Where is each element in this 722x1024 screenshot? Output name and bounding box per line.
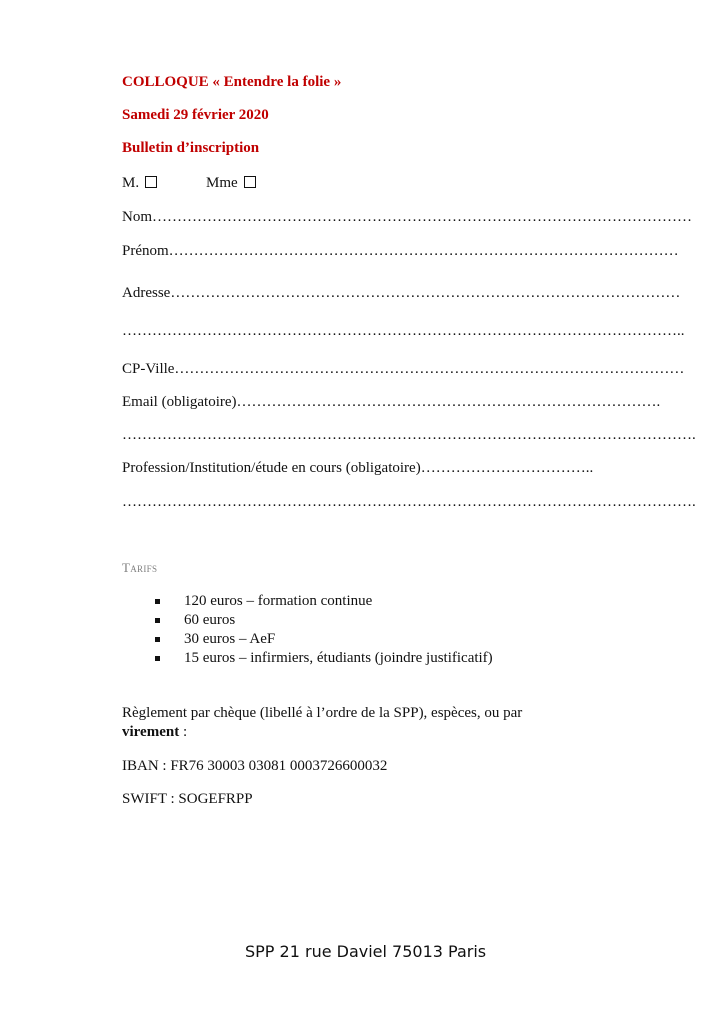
iban: IBAN : FR76 30003 03081 0003726600032 [122,758,388,774]
swift: SWIFT : SOGEFRPP [122,791,253,807]
field-profession[interactable]: Profession/Institution/étude en cours (obligatoire)…………………………….. [122,460,594,476]
payment-method [122,724,187,741]
footer-address: SPP 21 rue Daviel 75013 Paris [245,942,487,961]
bullet-icon [155,618,160,623]
tarif-item-2: 60 euros [184,612,236,628]
tarif-item-4: 15 euros – infirmiers, étudiants (joindre justificatif) [184,650,493,666]
checkbox-mme[interactable] [244,176,256,188]
field-profession-line2[interactable]: ……………………………………………………………………………………………………. [122,494,696,510]
field-prenom[interactable]: Prénom………………………………………………………………………………………… [122,243,679,259]
field-nom[interactable]: Nom……………………………………………………………………………………………… [122,209,692,225]
field-cp-ville[interactable]: CP-Ville………………………………………………………………………………………… [122,361,685,377]
tarifs-heading: Tarifs [122,560,158,575]
virement-label: virement [122,724,180,740]
tarif-item-3: 30 euros – AeF [184,631,276,647]
form-title: Bulletin d’inscription [122,140,260,156]
civility-m[interactable] [122,175,157,192]
bullet-icon [155,599,160,604]
bullet-icon [155,637,160,642]
tarif-item-1: 120 euros – formation continue [184,593,373,609]
virement-colon: : [179,724,188,740]
civility-m-label: M. [122,175,140,191]
field-email[interactable]: Email (obligatoire)…………………………………………………………………………. [122,394,661,410]
event-date: Samedi 29 février 2020 [122,107,269,123]
bullet-icon [155,656,160,661]
civility-mme[interactable] [206,175,256,192]
colloque-title: COLLOQUE « Entendre la folie » [122,74,342,90]
checkbox-m[interactable] [145,176,157,188]
field-email-line2[interactable]: ……………………………………………………………………………………………………. [122,427,696,443]
payment-text: Règlement par chèque (libellé à l’ordre de la SPP), espèces, ou par [122,705,523,721]
field-adresse-line2[interactable]: ………………………………………………………………………………………………….. [122,323,685,339]
civility-mme-label: Mme [206,175,238,191]
field-adresse[interactable]: Adresse………………………………………………………………………………………… [122,285,681,301]
